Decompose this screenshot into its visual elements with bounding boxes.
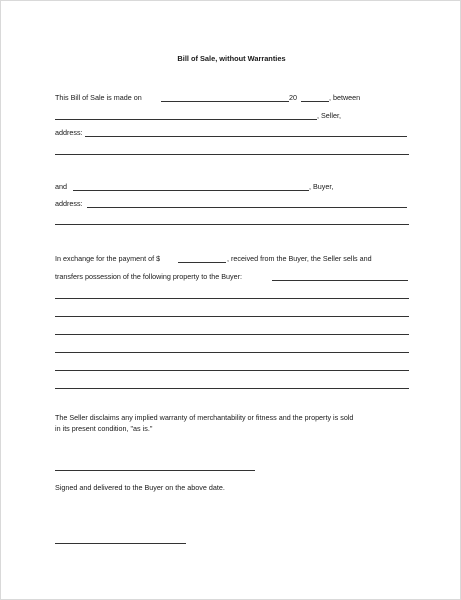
seller-signature-line[interactable]	[55, 470, 255, 471]
property-line-4[interactable]	[55, 352, 409, 353]
property-line-5[interactable]	[55, 370, 409, 371]
seller-address-label: address:	[55, 128, 83, 137]
seller-name-line[interactable]	[55, 119, 317, 120]
buyer-label: , Buyer,	[309, 182, 334, 191]
buyer-address-line-1[interactable]	[87, 207, 407, 208]
signature-date-line[interactable]	[55, 543, 186, 544]
document-title: Bill of Sale, without Warranties	[177, 54, 286, 63]
seller-address-line-1[interactable]	[85, 136, 407, 137]
year-blank-line[interactable]	[301, 101, 329, 102]
buyer-address-label: address:	[55, 199, 83, 208]
seller-address-line-2[interactable]	[55, 154, 409, 155]
year-prefix: 20	[289, 93, 297, 102]
property-line-3[interactable]	[55, 334, 409, 335]
disclaimer-line-2: in its present condition, "as is."	[55, 424, 153, 433]
date-blank-line[interactable]	[161, 101, 289, 102]
between-label: , between	[329, 93, 361, 102]
payment-prefix: In exchange for the payment of $	[55, 254, 161, 263]
property-line-0[interactable]	[272, 280, 408, 281]
made-on-label: This Bill of Sale is made on	[55, 93, 142, 102]
signed-delivered-text: Signed and delivered to the Buyer on the above date.	[55, 483, 225, 492]
payment-amount-line[interactable]	[178, 262, 226, 263]
buyer-name-line[interactable]	[73, 190, 309, 191]
property-line-2[interactable]	[55, 316, 409, 317]
buyer-address-line-2[interactable]	[55, 224, 409, 225]
seller-label: , Seller,	[317, 111, 341, 120]
disclaimer-line-1: The Seller disclaims any implied warranty of merchantability or fitness and the property is sold	[55, 413, 354, 422]
property-line-1[interactable]	[55, 298, 409, 299]
payment-suffix: , received from the Buyer, the Seller sells and	[227, 254, 372, 263]
property-line-6[interactable]	[55, 388, 409, 389]
transfer-text: transfers possession of the following property to the Buyer:	[55, 272, 242, 281]
and-label: and	[55, 182, 67, 191]
